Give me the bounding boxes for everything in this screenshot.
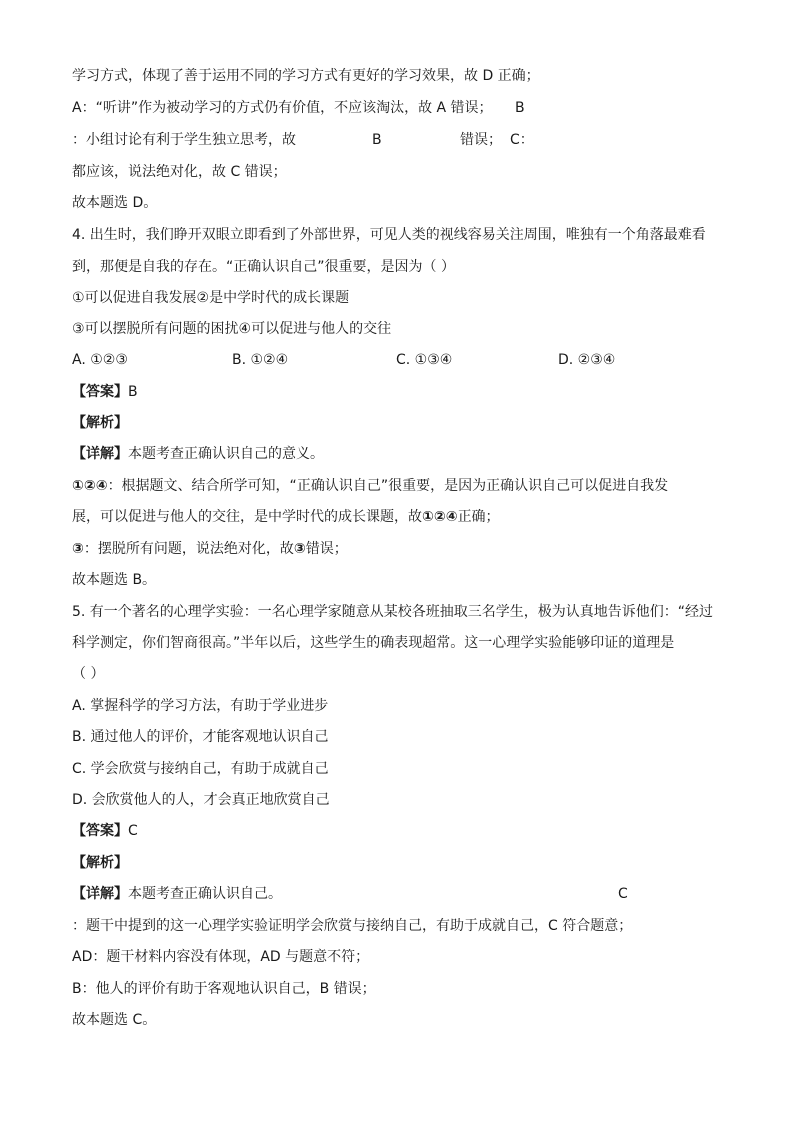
answer-label: 【答案】 <box>72 384 128 400</box>
text-span: A：“听讲”作为被动学习的方式仍有价值，不应该淘汰，故 A 错误； <box>72 100 493 116</box>
text-span: ：摆脱所有问题，说法绝对化，故 <box>83 541 294 557</box>
text-span: 错误； <box>305 541 348 557</box>
text-line <box>72 130 722 150</box>
text-line <box>72 539 348 559</box>
answer-line <box>72 821 138 841</box>
question-4-stem: 到，那便是自我的存在。“正确认识自己”很重要，是因为（ ） <box>72 259 455 275</box>
text-span: 展，可以促进与他人的交往，是中学时代的成长课题，故 <box>72 509 422 525</box>
text-span: ①②④ <box>72 478 108 494</box>
detail-text: 本题考查正确认识自己的意义。 <box>128 446 324 462</box>
question-4-statements: ①可以促进自我发展②是中学时代的成长课题 <box>72 290 350 306</box>
answer-value: C <box>128 823 138 839</box>
text-line <box>72 476 668 496</box>
text-span: ：小组讨论有利于学生独立思考，故 <box>72 132 296 148</box>
text-line <box>72 98 525 118</box>
text-line: ：题干中提到的这一心理学实验证明学会欣赏与接纳自己，有助于成就自己，C 符合题意； <box>72 918 633 934</box>
option-a: A. 掌握科学的学习方法，有助于学业进步 <box>72 698 329 714</box>
text-line: B：他人的评价有助于客观地认识自己，B 错误； <box>72 981 376 997</box>
text-line <box>72 507 500 527</box>
option-b: B. 通过他人的评价，才能客观地认识自己 <box>72 729 329 745</box>
text-span: 错误； <box>460 132 502 148</box>
analysis-label: 【解析】 <box>72 855 128 871</box>
answer-value: B <box>128 384 138 400</box>
detail-label: 【详解】 <box>72 886 128 902</box>
text-span: B <box>372 132 382 148</box>
text-span: C： <box>510 132 534 148</box>
text-line: 故本题选 D。 <box>72 195 158 211</box>
question-5-stem: （ ） <box>72 666 105 682</box>
text-line: 学习方式，体现了善于运用不同的学习方式有更好的学习效果，故 D 正确； <box>72 68 540 84</box>
text-span: C <box>618 886 628 902</box>
text-span: ①②④ <box>422 509 458 525</box>
text-line: 都应该，说法绝对化，故 C 错误； <box>72 164 287 180</box>
detail-label: 【详解】 <box>72 446 128 462</box>
answer-label: 【答案】 <box>72 823 128 839</box>
text-span: B <box>515 100 525 116</box>
option-b: B. ①②④ <box>232 352 289 368</box>
answer-line <box>72 382 138 402</box>
question-5-stem: 5. 有一个著名的心理学实验：一名心理学家随意从某校各班抽取三名学生，极为认真地告诉他们：“经过 <box>72 604 714 620</box>
question-4-stem: 4. 出生时，我们睁开双眼立即看到了外部世界，可见人类的视线容易关注周围，唯独有一个角落最难看 <box>72 227 706 243</box>
detail-line <box>72 884 632 904</box>
text-span: ③ <box>293 541 306 557</box>
option-c: C. ①③④ <box>396 352 453 368</box>
question-4-statements: ③可以摆脱所有问题的困扰④可以促进与他人的交往 <box>72 321 392 337</box>
text-span: ：根据题文、结合所学可知，“正确认识自己”很重要，是因为正确认识自己可以促进自我发 <box>107 478 669 494</box>
analysis-label: 【解析】 <box>72 415 128 431</box>
text-span: 正确； <box>457 509 500 525</box>
option-a: A. ①②③ <box>72 352 128 368</box>
detail-text: 本题考查正确认识自己。 <box>128 886 282 902</box>
detail-line <box>72 444 324 464</box>
option-d: D. 会欣赏他人的人，才会真正地欣赏自己 <box>72 792 330 808</box>
text-line: AD：题干材料内容没有体现，AD 与题意不符； <box>72 949 370 965</box>
question-5-stem: 科学测定，你们智商很高。”半年以后，这些学生的确表现超常。这一心理学实验能够印证的道理是 <box>72 635 675 651</box>
text-line: 故本题选 B。 <box>72 572 157 588</box>
text-line: 故本题选 C。 <box>72 1012 157 1028</box>
option-c: C. 学会欣赏与接纳自己，有助于成就自己 <box>72 761 329 777</box>
option-d: D. ②③④ <box>558 352 616 368</box>
text-span: ③ <box>72 541 84 557</box>
